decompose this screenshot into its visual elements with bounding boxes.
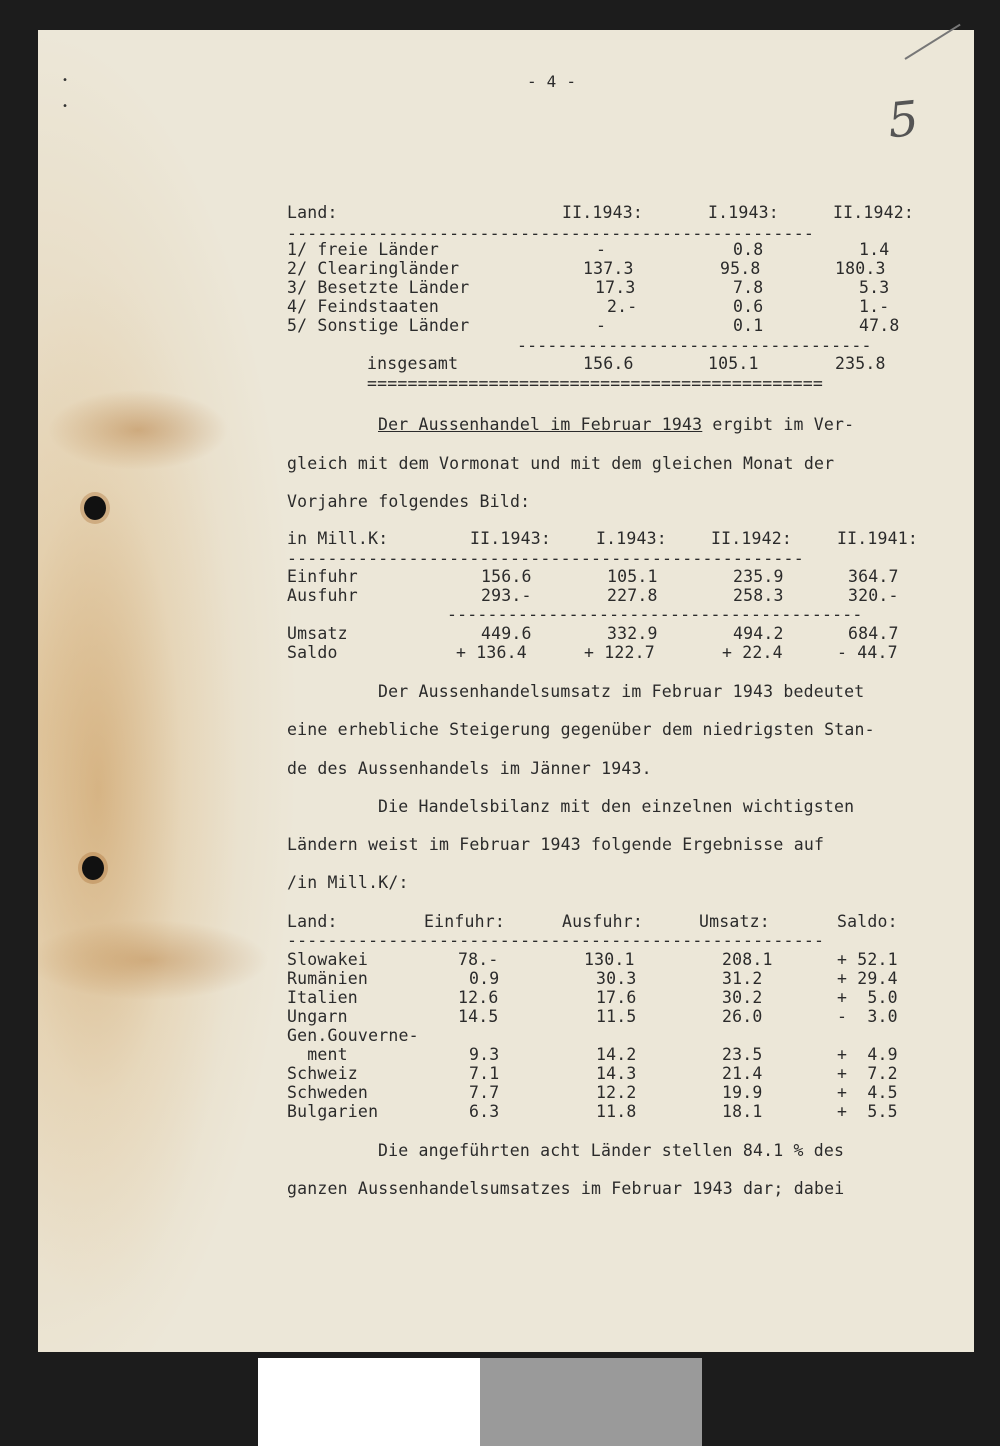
table-cell: 14.3 [596, 1064, 637, 1083]
table-cell: 17.6 [596, 988, 637, 1007]
table-cell: 3/ Besetzte Länder [287, 278, 470, 297]
table-cell: 180.3 [835, 259, 886, 278]
table-cell: - 3.0 [837, 1007, 898, 1026]
table-cell: 12.6 [458, 988, 499, 1007]
text-line: ergibt im Ver- [702, 415, 855, 434]
table-cell: 2/ Clearingländer [287, 259, 460, 278]
table-header-cell: II.1943: [562, 203, 644, 222]
dashed-rule: --------------------------------------------------- [287, 549, 804, 568]
table-cell: 5.3 [859, 278, 890, 297]
table-cell: 78.- [458, 950, 499, 969]
page-number: - 4 - [527, 72, 577, 91]
text-line: Ländern weist im Februar 1943 folgende Ergebnisse auf [287, 835, 825, 854]
table-cell: 0.6 [733, 297, 764, 316]
calibration-swatch-white [258, 1358, 480, 1446]
table-header-cell: I.1943: [708, 203, 779, 222]
table-cell: 23.5 [722, 1045, 763, 1064]
table-cell: 293.- [481, 586, 532, 605]
text-line: ganzen Aussenhandelsumsatzes im Februar 1943 dar; dabei [287, 1179, 845, 1198]
punch-hole [84, 496, 106, 520]
dashed-rule: ----------------------------------------------------- [287, 931, 825, 950]
text-line: de des Aussenhandels im Jänner 1943. [287, 759, 652, 778]
table-cell: 130.1 [584, 950, 635, 969]
double-rule: ============================================= [367, 374, 824, 393]
table-cell: 30.2 [722, 988, 763, 1007]
table-cell: + 29.4 [837, 969, 898, 988]
table-cell: + 52.1 [837, 950, 898, 969]
table-cell: - [596, 240, 607, 259]
table-cell: ment [287, 1045, 348, 1064]
table-header-cell: in Mill.K: [287, 529, 389, 548]
table-header-cell: I.1943: [596, 529, 667, 548]
table-cell: Italien [287, 988, 358, 1007]
table-cell: 684.7 [848, 624, 899, 643]
table-cell: Slowakei [287, 950, 369, 969]
table-header-cell: II.1942: [711, 529, 793, 548]
table-cell: 11.5 [596, 1007, 637, 1026]
table-cell: Bulgarien [287, 1102, 379, 1121]
table-cell: 105.1 [607, 567, 658, 586]
table-cell: + 122.7 [584, 643, 655, 662]
table-cell: 1.- [859, 297, 890, 316]
text-line: gleich mit dem Vormonat und mit dem gleichen Monat der [287, 454, 835, 473]
table-cell: 4/ Feindstaaten [287, 297, 440, 316]
table-total-cell: 235.8 [835, 354, 886, 373]
table-cell: Saldo [287, 643, 338, 662]
table-cell: Ungarn [287, 1007, 348, 1026]
table-total-cell: 105.1 [708, 354, 759, 373]
table-cell: 1.4 [859, 240, 890, 259]
table-cell: 235.9 [733, 567, 784, 586]
table-cell: 0.8 [733, 240, 764, 259]
table-cell: Gen.Gouverne- [287, 1026, 419, 1045]
text-line: Die angeführten acht Länder stellen 84.1 % des [378, 1141, 845, 1160]
margin-marks: • • [62, 75, 69, 112]
table-total-cell: insgesamt [367, 354, 459, 373]
table-cell: + 22.4 [722, 643, 783, 662]
table-cell: 17.3 [595, 278, 636, 297]
table-cell: 14.2 [596, 1045, 637, 1064]
table-cell: 47.8 [859, 316, 900, 335]
table-cell: 21.4 [722, 1064, 763, 1083]
table-cell: 320.- [848, 586, 899, 605]
table-header-cell: II.1943: [470, 529, 552, 548]
table-cell: 2.- [607, 297, 638, 316]
dashed-rule: ---------------------------------------------------- [287, 224, 814, 243]
table-cell: 6.3 [469, 1102, 500, 1121]
table-cell: 31.2 [722, 969, 763, 988]
table-cell: 30.3 [596, 969, 637, 988]
table-cell: 14.5 [458, 1007, 499, 1026]
table-cell: 364.7 [848, 567, 899, 586]
text-line: Die Handelsbilanz mit den einzelnen wichtigsten [378, 797, 855, 816]
table-cell: 258.3 [733, 586, 784, 605]
table-cell: 7.8 [733, 278, 764, 297]
table-cell: 137.3 [583, 259, 634, 278]
table-cell: + 136.4 [456, 643, 527, 662]
table-cell: - 44.7 [837, 643, 898, 662]
table-cell: - [596, 316, 607, 335]
table-cell: 11.8 [596, 1102, 637, 1121]
table-cell: 208.1 [722, 950, 773, 969]
text-line: Der Aussenhandelsumsatz im Februar 1943 bedeutet [378, 682, 865, 701]
table-cell: 19.9 [722, 1083, 763, 1102]
table-cell: Schweiz [287, 1064, 358, 1083]
table-cell: + 5.5 [837, 1102, 898, 1121]
table-cell: 332.9 [607, 624, 658, 643]
text-line: /in Mill.K/: [287, 873, 409, 892]
table-total-cell: 156.6 [583, 354, 634, 373]
table-header-cell: Land: [287, 912, 338, 931]
table-header-cell: Einfuhr: [424, 912, 506, 931]
table-cell: + 7.2 [837, 1064, 898, 1083]
table-header-cell: Saldo: [837, 912, 898, 931]
table-cell: + 5.0 [837, 988, 898, 1007]
table-cell: Rumänien [287, 969, 369, 988]
table-cell: 494.2 [733, 624, 784, 643]
table-cell: 449.6 [481, 624, 532, 643]
table-header-cell: Land: [287, 203, 338, 222]
table-cell: 1/ freie Länder [287, 240, 440, 259]
table-cell: 9.3 [469, 1045, 500, 1064]
table-cell: 0.1 [733, 316, 764, 335]
table-cell: Einfuhr [287, 567, 358, 586]
table-cell: + 4.9 [837, 1045, 898, 1064]
text-line: eine erhebliche Steigerung gegenüber dem niedrigsten Stan- [287, 720, 875, 739]
table-cell: Ausfuhr [287, 586, 358, 605]
table-cell: 18.1 [722, 1102, 763, 1121]
table-header-cell: Ausfuhr: [562, 912, 644, 931]
table-cell: 0.9 [469, 969, 500, 988]
punch-hole [82, 856, 104, 880]
handwritten-page-number: 5 [885, 90, 922, 150]
table-cell: + 4.5 [837, 1083, 898, 1102]
table-header-cell: II.1942: [833, 203, 915, 222]
table-cell: 227.8 [607, 586, 658, 605]
table-cell: 12.2 [596, 1083, 637, 1102]
underlined-heading: Der Aussenhandel im Februar 1943 [378, 415, 703, 434]
calibration-swatch-gray [480, 1358, 702, 1446]
table-cell: 5/ Sonstige Länder [287, 316, 470, 335]
table-cell: 7.1 [469, 1064, 500, 1083]
text-line: Vorjahre folgendes Bild: [287, 492, 531, 511]
table-cell: 95.8 [720, 259, 761, 278]
table-cell: 156.6 [481, 567, 532, 586]
table-cell: 7.7 [469, 1083, 500, 1102]
dashed-rule: ----------------------------------------- [447, 605, 863, 624]
table-header-cell: Umsatz: [699, 912, 770, 931]
table-cell: Umsatz [287, 624, 348, 643]
dashed-rule: ----------------------------------- [517, 336, 872, 355]
table-cell: Schweden [287, 1083, 369, 1102]
table-header-cell: II.1941: [837, 529, 919, 548]
table-cell: 26.0 [722, 1007, 763, 1026]
